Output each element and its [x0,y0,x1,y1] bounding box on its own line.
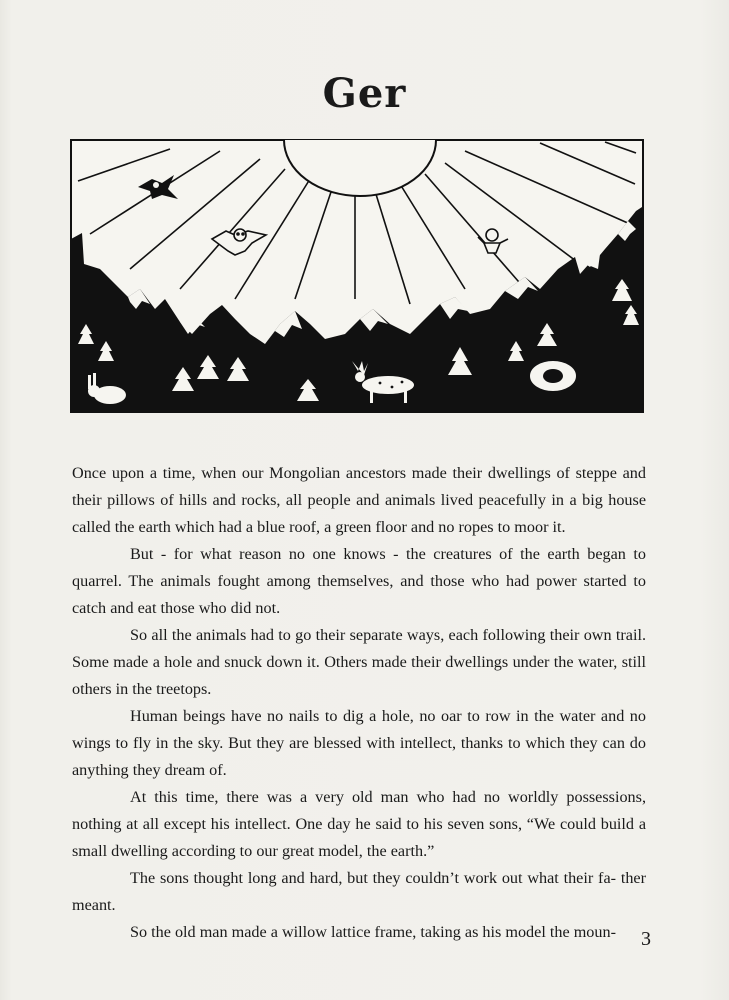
paragraph: Human beings have no nails to dig a hole, no oar to row in the water and no wings to fly in the sky. But they are blessed with intellect, thanks to which they can do anything they dream of. [72,707,646,779]
paragraph: But - for what reason no one knows - the creatures of the earth began to quarrel. The animals fought among themselves, and those who had power started to catch and eat those who did not. [72,545,646,617]
hedgehog-figure [531,362,575,390]
story-text [72,460,646,946]
paragraph: The sons thought long and hard, but they couldn’t work out what their fa- ther meant. [72,869,646,914]
illustration-svg [70,139,644,413]
paragraph: At this time, there was a very old man who had no worldly possessions, nothing at all except his intellect. One day he said to his seven sons, “We could build a small dwelling according to our great model, the earth.” [72,788,646,860]
paragraph: Once upon a time, when our Mongolian ancestors made their dwellings of steppe and their pillows of hills and rocks, all people and animals lived peacefully in a big house called the earth which had a blue roof, a green floor and no ropes to moor it. [72,464,646,536]
paragraph: So all the animals had to go their separate ways, each following their own trail. Some made a hole and snuck down it. Others made their dwellings under the water, still others in the treetops. [72,626,646,698]
page-title: Ger [322,70,407,117]
sun-mountain-illustration [70,139,644,413]
paragraph: So the old man made a willow lattice frame, taking as his model the moun- [130,923,616,941]
page-number: 3 [641,928,651,950]
